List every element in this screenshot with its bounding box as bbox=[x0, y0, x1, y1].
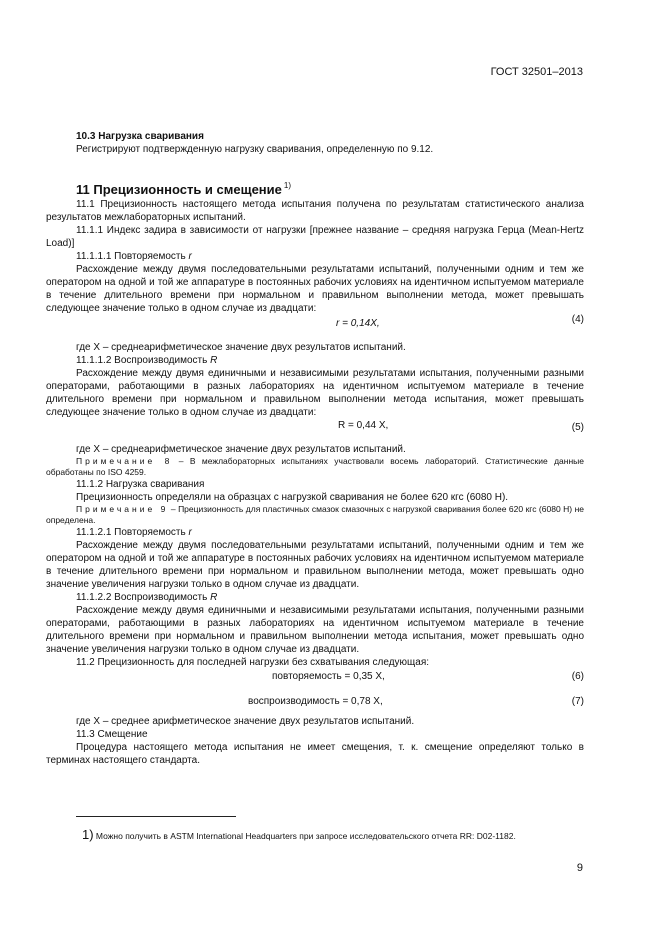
para-11-1-2-2-head-text: 11.1.2.2 Воспроизводимость bbox=[76, 592, 211, 603]
para-11-1-2-1-head-text: 11.1.2.1 Повторяемость bbox=[76, 527, 189, 538]
footnote-text: Можно получить в ASTM International Headquarters при запросе исследовательского отчета RR: D02-1182. bbox=[93, 831, 516, 841]
para-11-1-2-text: Прецизионность определяли на образцах с нагрузкой сваривания не более 620 кгс (6080 Н). bbox=[76, 492, 509, 503]
reproducibility-symbol: R bbox=[210, 355, 218, 366]
formula-5-number: (5) bbox=[571, 422, 584, 433]
formula-6-number: (6) bbox=[571, 671, 584, 682]
footnote bbox=[46, 828, 584, 843]
where-4: где X – среднеарифметическое значение двух результатов испытаний. bbox=[76, 342, 406, 353]
footnote-ref[interactable]: 1) bbox=[283, 181, 291, 190]
repeatability-symbol: r bbox=[188, 251, 192, 262]
formula-5 bbox=[46, 419, 584, 439]
standard-header: ГОСТ 32501–2013 bbox=[490, 66, 583, 78]
para-11-1-2-1-head bbox=[46, 526, 584, 539]
para-11-1-1: 11.1.1 Индекс задира в зависимости от нагрузки [прежнее название – средняя нагрузка Герца (Mean-Hertz Load)] bbox=[46, 225, 584, 249]
formula-6-expression: повторяемость = 0,35 X, bbox=[272, 671, 385, 682]
document-body bbox=[46, 130, 584, 767]
note-8-text: – В межлабораторных испытаниях участвовали восемь лабораторий. Статистические данные обработаны по ISO 4259. bbox=[46, 456, 584, 477]
para-11-1-1-1-text: Расхождение между двумя последовательными результатами испытаний, полученными одним и тем же оператором на одной и той же аппаратуре в постоянных рабочих условиях на идентичном испытуемом материале в течение длительного времени при нормальном и правильном выполнении метода, может превышать следующее значение только в одном случае из двадцати: bbox=[46, 264, 584, 314]
note-8-label: Примечание 8 bbox=[76, 456, 173, 466]
section-11-title bbox=[76, 178, 584, 198]
page-number: 9 bbox=[576, 862, 583, 874]
reproducibility-symbol-2: R bbox=[210, 592, 218, 603]
para-11-1-2-1-text: Расхождение между двумя последовательными результатами испытаний, полученными одним и тем же оператором на одной и той же аппаратуре в постоянных рабочих условиях на идентичном испытуемом материале в течение длительного времени при нормальном и правильном выполнении метода, может превышать одно значение увеличения нагрузки только в одном случае из двадцати. bbox=[46, 540, 584, 590]
para-11-1-2-2-head bbox=[46, 591, 584, 604]
formula-4-expression: r = 0,14X, bbox=[336, 318, 380, 329]
note-9-label: Примечание 9 bbox=[76, 504, 169, 514]
para-11-1-2: 11.1.2 Нагрузка сваривания bbox=[76, 479, 205, 490]
para-11-1-1-2-head-text: 11.1.1.2 Воспроизводимость bbox=[76, 355, 211, 366]
para-11-1-1-1-head-text: 11.1.1.1 Повторяемость bbox=[76, 251, 189, 262]
formula-7-expression: воспроизводимость = 0,78 X, bbox=[248, 696, 383, 707]
para-11-1-1-2-head bbox=[46, 354, 584, 367]
para-11-1-1-2-text: Расхождение между двумя единичными и независимыми результатами испытания, полученными разными операторами, работающими в разных лабораториях на идентичном испытуемом материале в течение длительного времени при нормальном и правильном выполнении метода испытания, может превышать следующее значение только в одном случае из двадцати: bbox=[46, 368, 584, 418]
where-6-7: где X – среднее арифметическое значение двух результатов испытаний. bbox=[76, 716, 415, 727]
repeatability-symbol-2: r bbox=[188, 527, 192, 538]
para-11-3-text: Процедура настоящего метода испытания не имеет смещения, т. к. смещение определяют только в терминах настоящего стандарта. bbox=[46, 742, 584, 766]
para-11-2: 11.2 Прецизионность для последней нагрузки без схватывания следующая: bbox=[76, 657, 430, 668]
section-10-3-text: Регистрируют подтвержденную нагрузку сваривания, определенную по 9.12. bbox=[76, 144, 434, 155]
formula-7 bbox=[46, 695, 584, 717]
formula-4-number: (4) bbox=[571, 314, 584, 325]
footnote-mark: 1) bbox=[82, 827, 94, 842]
note-8 bbox=[46, 456, 584, 478]
para-11-1-1-1-head bbox=[46, 250, 584, 263]
note-9 bbox=[46, 504, 584, 526]
section-11-title-text: 11 Прецизионность и смещение bbox=[76, 182, 282, 197]
para-11-1-2-2-text: Расхождение между двумя единичными и независимыми результатами испытания, полученными разными операторами, работающими в разных лабораториях на идентичном испытуемом материале в течение длительного времени при нормальном и правильном выполнении метода испытания, может превышать одно значение увеличения нагрузки только в одном случае из двадцати. bbox=[46, 605, 584, 655]
para-11-1: 11.1 Прецизионность настоящего метода испытания получена по результатам статистического анализа результатов межлабораторных испытаний. bbox=[46, 199, 584, 223]
footnote-separator bbox=[76, 816, 236, 817]
formula-6 bbox=[46, 669, 584, 695]
para-11-3: 11.3 Смещение bbox=[76, 729, 148, 740]
formula-7-number: (7) bbox=[571, 696, 584, 707]
note-9-text: – Прецизионность для пластичных смазок смазочных с нагрузкой сваривания более 620 кгс (6080 Н) не определена. bbox=[46, 504, 584, 525]
formula-5-expression: R = 0,44 X, bbox=[338, 420, 389, 431]
section-10-3-title: 10.3 Нагрузка сваривания bbox=[76, 131, 204, 142]
section-11-body bbox=[46, 198, 584, 767]
formula-4 bbox=[46, 314, 584, 341]
where-5: где X – среднеарифметическое значение двух результатов испытаний. bbox=[76, 444, 406, 455]
